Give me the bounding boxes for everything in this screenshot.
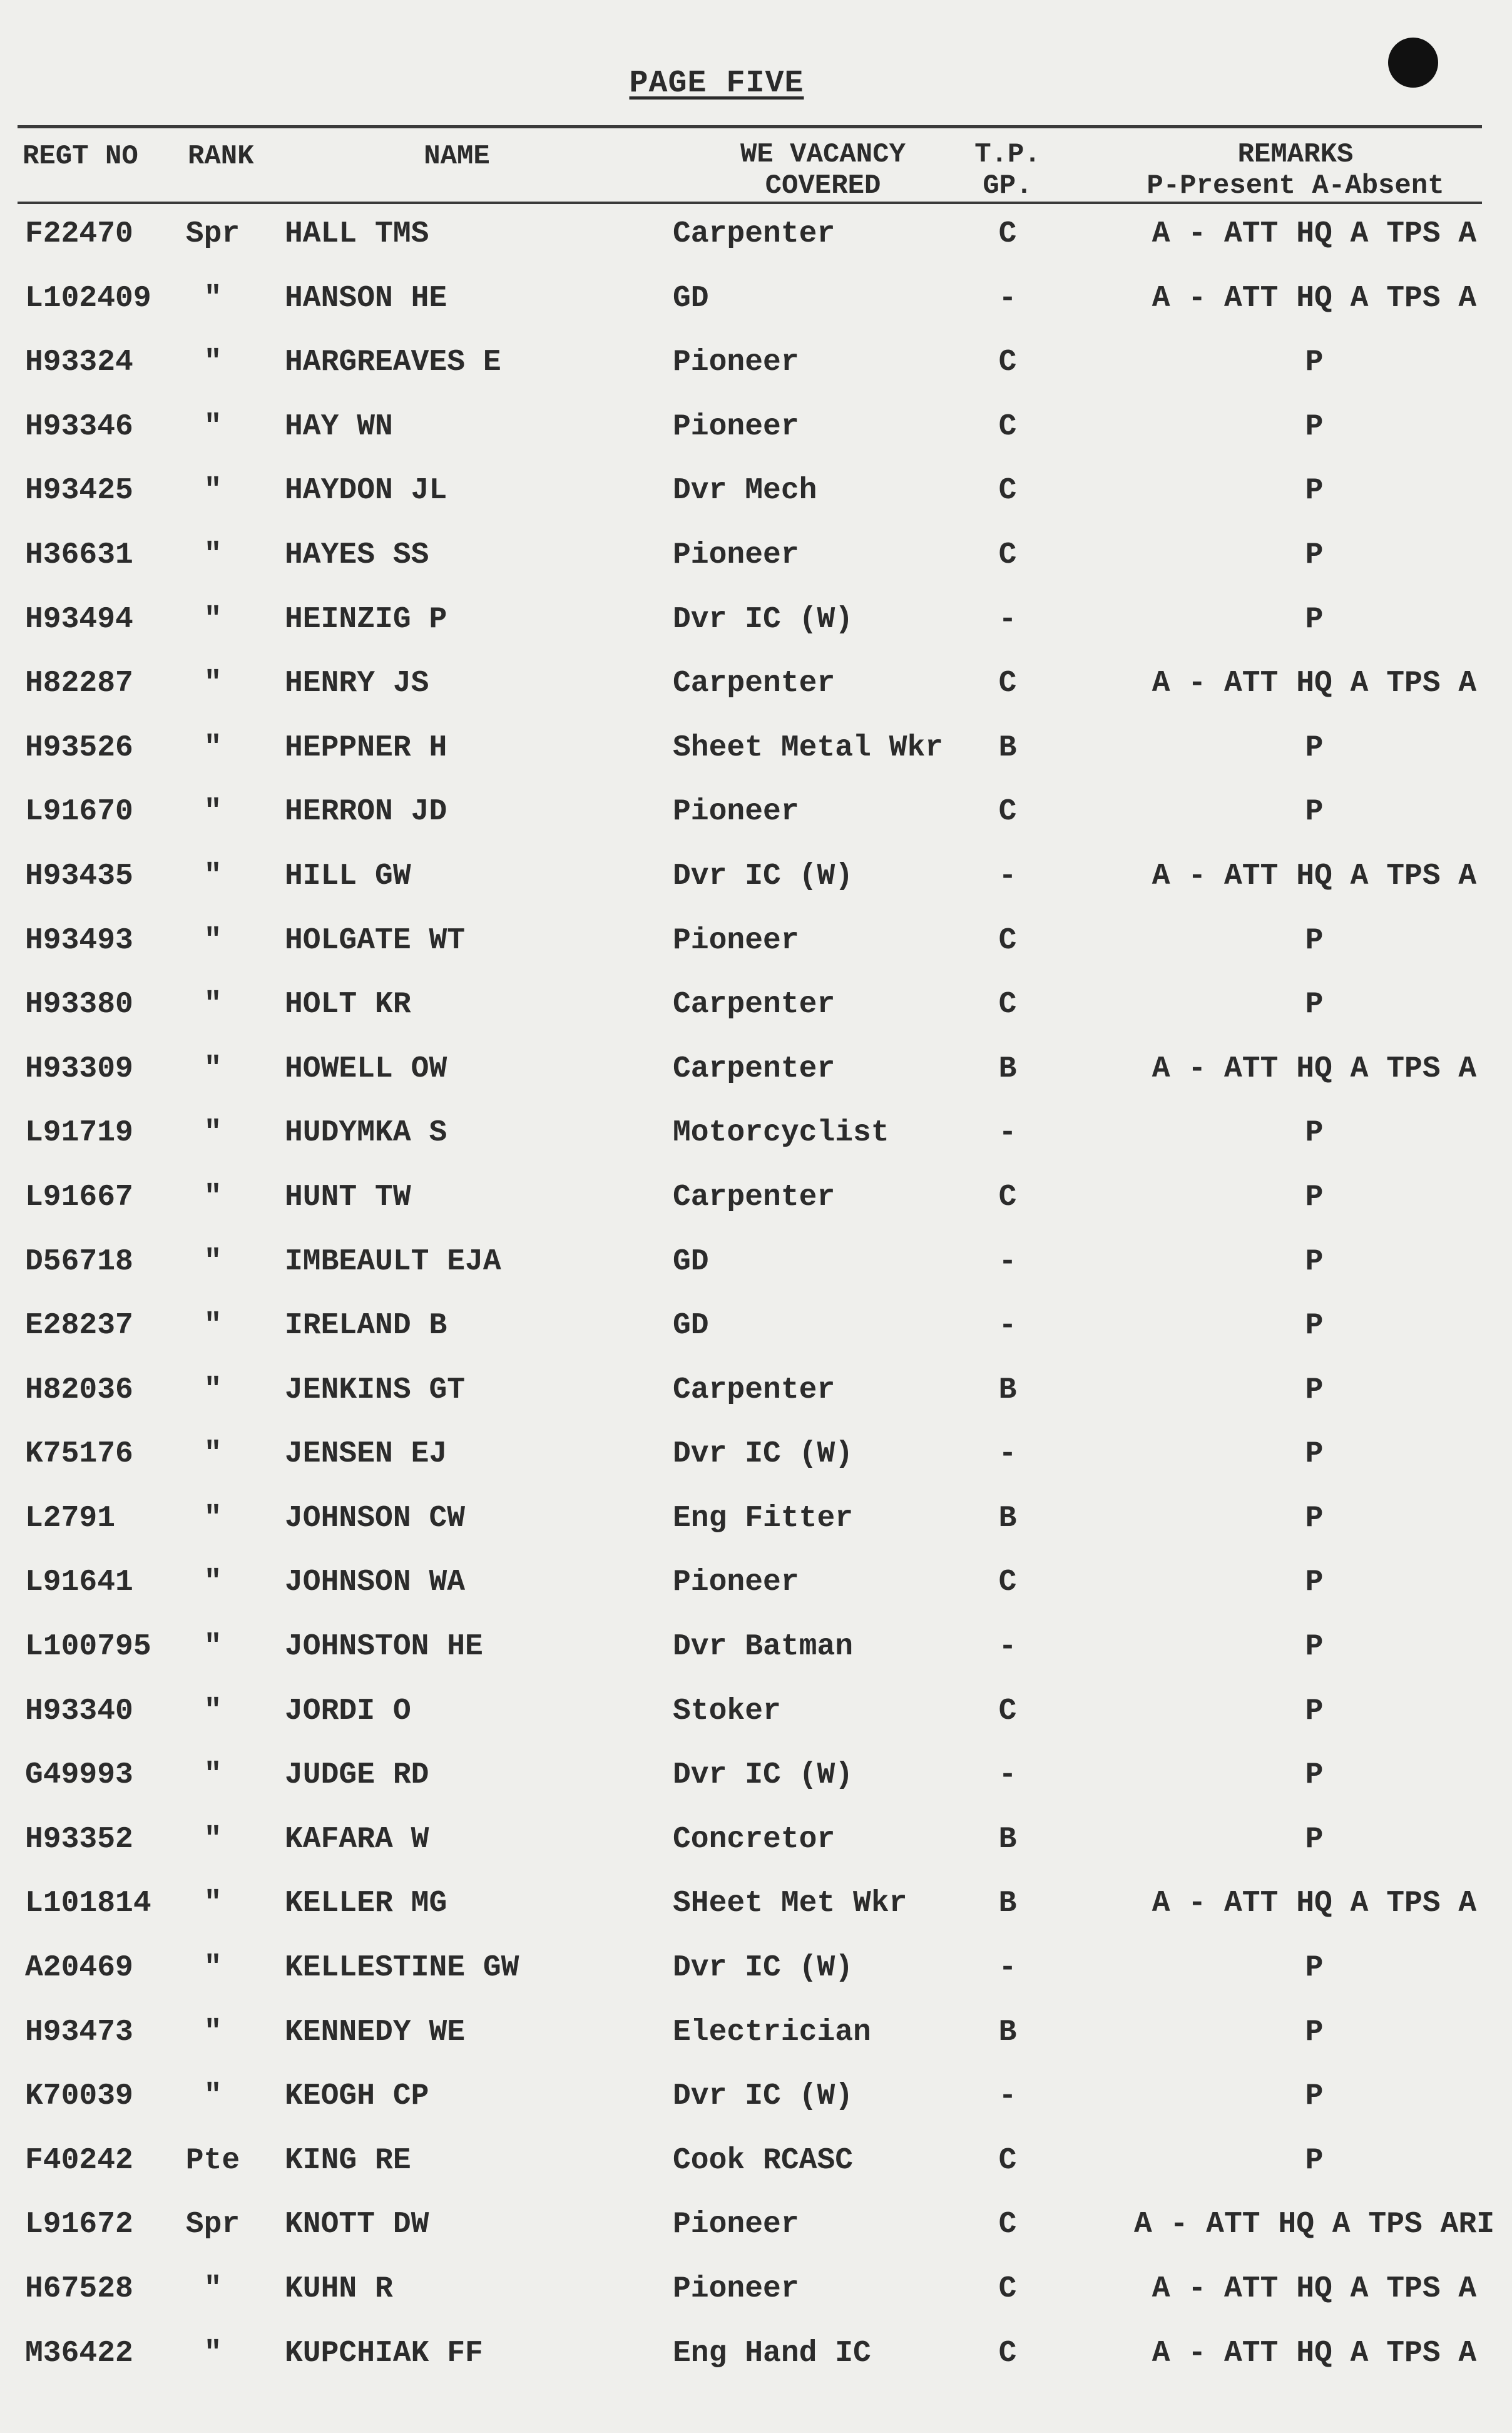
- cell-tp-group: C: [998, 474, 1017, 508]
- cell-remarks: A - ATT HQ A TPS ARI: [1133, 2208, 1495, 2242]
- cell-remarks: A - ATT HQ A TPS A: [1152, 281, 1477, 315]
- cell-remarks: A - ATT HQ A TPS A: [1152, 217, 1477, 251]
- cell-regt-no: L101814: [25, 1887, 151, 1921]
- cell-vacancy: Carpenter: [673, 1052, 835, 1086]
- cell-tp-group: -: [998, 281, 1017, 315]
- header-remarks-line2: P-Present A-Absent: [1147, 170, 1444, 202]
- cell-rank: ": [203, 2272, 222, 2306]
- cell-remarks: P: [1305, 988, 1324, 1022]
- cell-tp-group: C: [998, 409, 1017, 444]
- cell-tp-group: B: [998, 1887, 1017, 1921]
- cell-name: KUHN R: [285, 2272, 393, 2306]
- table-row: [0, 656, 1512, 720]
- table-row: [0, 2069, 1512, 2133]
- cell-rank: ": [203, 2336, 222, 2370]
- cell-remarks: P: [1305, 923, 1324, 958]
- table-row: [0, 784, 1512, 849]
- cell-name: JOHNSTON HE: [285, 1630, 483, 1664]
- cell-vacancy: Pioneer: [673, 538, 799, 572]
- cell-vacancy: Stoker: [673, 1694, 781, 1728]
- cell-rank: ": [203, 923, 222, 958]
- cell-name: KELLER MG: [285, 1887, 447, 1921]
- cell-rank: ": [203, 281, 222, 315]
- cell-vacancy: Pioneer: [673, 2208, 799, 2242]
- cell-rank: ": [203, 346, 222, 380]
- cell-tp-group: C: [998, 2336, 1017, 2370]
- cell-name: HENRY JS: [285, 667, 429, 701]
- table-row: [0, 592, 1512, 657]
- cell-name: HOLT KR: [285, 988, 411, 1022]
- cell-regt-no: G49993: [25, 1758, 133, 1793]
- cell-tp-group: C: [998, 217, 1017, 251]
- cell-tp-group: -: [998, 1758, 1017, 1793]
- cell-regt-no: H93473: [25, 2015, 133, 2049]
- cell-name: KING RE: [285, 2143, 411, 2178]
- table-row: [0, 2326, 1512, 2390]
- cell-regt-no: H93324: [25, 346, 133, 380]
- header-vacancy: [720, 139, 926, 202]
- cell-vacancy: GD: [673, 1309, 709, 1343]
- cell-name: HOLGATE WT: [285, 923, 466, 958]
- cell-tp-group: B: [998, 1052, 1017, 1086]
- cell-rank: Spr: [185, 217, 240, 251]
- cell-vacancy: Dvr IC (W): [673, 1437, 854, 1472]
- cell-regt-no: H93309: [25, 1052, 133, 1086]
- cell-remarks: P: [1305, 1951, 1324, 1985]
- cell-regt-no: H82287: [25, 667, 133, 701]
- cell-regt-no: H93425: [25, 474, 133, 508]
- cell-tp-group: -: [998, 2079, 1017, 2114]
- cell-vacancy: Dvr IC (W): [673, 1758, 854, 1793]
- header-top-rule: [18, 125, 1482, 128]
- cell-vacancy: Carpenter: [673, 667, 835, 701]
- cell-regt-no: H93493: [25, 923, 133, 958]
- cell-vacancy: Dvr IC (W): [673, 859, 854, 893]
- cell-remarks: A - ATT HQ A TPS A: [1152, 1052, 1477, 1086]
- cell-regt-no: L91672: [25, 2208, 133, 2242]
- header-bottom-rule: [18, 202, 1482, 204]
- cell-regt-no: H93340: [25, 1694, 133, 1728]
- table-row: [0, 528, 1512, 592]
- cell-tp-group: C: [998, 667, 1017, 701]
- cell-vacancy: Pioneer: [673, 795, 799, 829]
- cell-name: HEINZIG P: [285, 602, 447, 637]
- cell-tp-group: B: [998, 2015, 1017, 2049]
- cell-vacancy: Pioneer: [673, 409, 799, 444]
- cell-rank: ": [203, 988, 222, 1022]
- cell-vacancy: Pioneer: [673, 346, 799, 380]
- table-row: [0, 1876, 1512, 1940]
- cell-remarks: A - ATT HQ A TPS A: [1152, 2272, 1477, 2306]
- cell-remarks: A - ATT HQ A TPS A: [1152, 667, 1477, 701]
- table-row: [0, 1363, 1512, 1427]
- cell-regt-no: L102409: [25, 281, 151, 315]
- cell-rank: ": [203, 1630, 222, 1664]
- table-row: [0, 1234, 1512, 1299]
- cell-regt-no: L91719: [25, 1116, 133, 1150]
- cell-name: KELLESTINE GW: [285, 1951, 519, 1985]
- cell-regt-no: K70039: [25, 2079, 133, 2114]
- header-tp-group: [964, 139, 1051, 202]
- header-vacancy-line1: WE VACANCY: [740, 139, 906, 170]
- cell-tp-group: C: [998, 795, 1017, 829]
- cell-remarks: P: [1305, 346, 1324, 380]
- cell-rank: ": [203, 2015, 222, 2049]
- cell-name: HILL GW: [285, 859, 411, 893]
- cell-vacancy: Dvr Mech: [673, 474, 817, 508]
- cell-tp-group: -: [998, 1244, 1017, 1279]
- cell-rank: ": [203, 409, 222, 444]
- cell-rank: ": [203, 2079, 222, 2114]
- cell-rank: Pte: [185, 2143, 240, 2178]
- header-remarks: [1114, 139, 1477, 202]
- cell-regt-no: H93435: [25, 859, 133, 893]
- cell-vacancy: Carpenter: [673, 1180, 835, 1214]
- cell-tp-group: -: [998, 1630, 1017, 1664]
- page-title: PAGE FIVE: [629, 66, 804, 101]
- cell-rank: ": [203, 1437, 222, 1472]
- cell-vacancy: Carpenter: [673, 988, 835, 1022]
- cell-regt-no: K75176: [25, 1437, 133, 1472]
- cell-regt-no: H67528: [25, 2272, 133, 2306]
- cell-tp-group: C: [998, 1180, 1017, 1214]
- cell-regt-no: L91641: [25, 1565, 133, 1600]
- cell-remarks: P: [1305, 1373, 1324, 1407]
- cell-regt-no: H93494: [25, 602, 133, 637]
- cell-rank: ": [203, 1373, 222, 1407]
- cell-remarks: P: [1305, 2079, 1324, 2114]
- header-remarks-line1: REMARKS: [1237, 139, 1354, 170]
- cell-vacancy: Cook RCASC: [673, 2143, 854, 2178]
- cell-rank: ": [203, 1116, 222, 1150]
- cell-name: JENSEN EJ: [285, 1437, 447, 1472]
- cell-rank: ": [203, 1565, 222, 1600]
- cell-vacancy: Dvr IC (W): [673, 2079, 854, 2114]
- cell-remarks: P: [1305, 1309, 1324, 1343]
- cell-vacancy: Pioneer: [673, 923, 799, 958]
- cell-vacancy: Eng Fitter: [673, 1501, 854, 1535]
- cell-vacancy: SHeet Met Wkr: [673, 1887, 907, 1921]
- cell-name: HUNT TW: [285, 1180, 411, 1214]
- cell-name: KUPCHIAK FF: [285, 2336, 483, 2370]
- cell-remarks: P: [1305, 409, 1324, 444]
- header-regt-no: REGT NO: [23, 141, 138, 172]
- cell-remarks: P: [1305, 1822, 1324, 1857]
- table-row: [0, 913, 1512, 978]
- header-rank: RANK: [188, 141, 254, 172]
- cell-remarks: A - ATT HQ A TPS A: [1152, 1887, 1477, 1921]
- cell-tp-group: C: [998, 1694, 1017, 1728]
- table-row: [0, 1491, 1512, 1555]
- cell-rank: ": [203, 1052, 222, 1086]
- cell-name: HOWELL OW: [285, 1052, 447, 1086]
- cell-name: HUDYMKA S: [285, 1116, 447, 1150]
- cell-regt-no: D56718: [25, 1244, 133, 1279]
- table-row: [0, 1940, 1512, 2005]
- cell-regt-no: H93346: [25, 409, 133, 444]
- table-row: [0, 1812, 1512, 1877]
- cell-remarks: A - ATT HQ A TPS A: [1152, 859, 1477, 893]
- cell-vacancy: Dvr Batman: [673, 1630, 854, 1664]
- cell-name: HALL TMS: [285, 217, 429, 251]
- cell-rank: ": [203, 1180, 222, 1214]
- cell-rank: ": [203, 602, 222, 637]
- cell-tp-group: -: [998, 1309, 1017, 1343]
- cell-name: HERRON JD: [285, 795, 447, 829]
- cell-vacancy: Carpenter: [673, 217, 835, 251]
- cell-tp-group: -: [998, 602, 1017, 637]
- table-row: [0, 1748, 1512, 1812]
- cell-remarks: P: [1305, 1630, 1324, 1664]
- cell-vacancy: Dvr IC (W): [673, 1951, 854, 1985]
- cell-tp-group: B: [998, 1501, 1017, 1535]
- cell-vacancy: Dvr IC (W): [673, 602, 854, 637]
- table-row: [0, 720, 1512, 785]
- table-row: [0, 2005, 1512, 2069]
- table-row: [0, 2133, 1512, 2198]
- table-row: [0, 849, 1512, 913]
- cell-rank: ": [203, 1822, 222, 1857]
- cell-tp-group: -: [998, 1437, 1017, 1472]
- cell-vacancy: GD: [673, 1244, 709, 1279]
- cell-name: HAYES SS: [285, 538, 429, 572]
- cell-regt-no: E28237: [25, 1309, 133, 1343]
- cell-name: HANSON HE: [285, 281, 447, 315]
- cell-vacancy: Eng Hand IC: [673, 2336, 871, 2370]
- cell-rank: ": [203, 474, 222, 508]
- cell-tp-group: C: [998, 2208, 1017, 2242]
- cell-regt-no: F22470: [25, 217, 133, 251]
- cell-name: IMBEAULT EJA: [285, 1244, 501, 1279]
- cell-tp-group: B: [998, 1373, 1017, 1407]
- cell-regt-no: H93526: [25, 730, 133, 765]
- cell-regt-no: M36422: [25, 2336, 133, 2370]
- cell-tp-group: C: [998, 923, 1017, 958]
- cell-regt-no: H36631: [25, 538, 133, 572]
- table-row: [0, 335, 1512, 399]
- cell-remarks: P: [1305, 2143, 1324, 2178]
- cell-rank: ": [203, 730, 222, 765]
- cell-vacancy: Sheet Metal Wkr: [673, 730, 944, 765]
- cell-remarks: P: [1305, 730, 1324, 765]
- cell-vacancy: Pioneer: [673, 2272, 799, 2306]
- cell-rank: Spr: [185, 2208, 240, 2242]
- cell-rank: ": [203, 859, 222, 893]
- cell-tp-group: C: [998, 1565, 1017, 1600]
- cell-name: JOHNSON WA: [285, 1565, 466, 1600]
- cell-tp-group: C: [998, 988, 1017, 1022]
- cell-rank: ": [203, 1244, 222, 1279]
- cell-name: HEPPNER H: [285, 730, 447, 765]
- table-row: [0, 1427, 1512, 1491]
- cell-name: HAYDON JL: [285, 474, 447, 508]
- cell-regt-no: L2791: [25, 1501, 116, 1535]
- table-row: [0, 1170, 1512, 1234]
- cell-remarks: P: [1305, 1565, 1324, 1600]
- cell-rank: ": [203, 1694, 222, 1728]
- cell-regt-no: H82036: [25, 1373, 133, 1407]
- table-row: [0, 1298, 1512, 1363]
- table-row: [0, 1555, 1512, 1619]
- cell-name: KNOTT DW: [285, 2208, 429, 2242]
- table-row: [0, 399, 1512, 464]
- cell-rank: ": [203, 1887, 222, 1921]
- cell-name: KEOGH CP: [285, 2079, 429, 2114]
- cell-tp-group: -: [998, 859, 1017, 893]
- cell-rank: ": [203, 1309, 222, 1343]
- cell-remarks: P: [1305, 1694, 1324, 1728]
- cell-rank: ": [203, 1758, 222, 1793]
- cell-rank: ": [203, 667, 222, 701]
- cell-name: KENNEDY WE: [285, 2015, 466, 2049]
- cell-vacancy: Carpenter: [673, 1373, 835, 1407]
- cell-regt-no: H93380: [25, 988, 133, 1022]
- header-vacancy-line2: COVERED: [765, 170, 881, 202]
- cell-vacancy: Pioneer: [673, 1565, 799, 1600]
- cell-rank: ": [203, 538, 222, 572]
- cell-remarks: P: [1305, 795, 1324, 829]
- cell-remarks: P: [1305, 1501, 1324, 1535]
- cell-vacancy: Motorcyclist: [673, 1116, 889, 1150]
- cell-tp-group: C: [998, 538, 1017, 572]
- cell-remarks: P: [1305, 1758, 1324, 1793]
- cell-tp-group: C: [998, 346, 1017, 380]
- cell-remarks: P: [1305, 538, 1324, 572]
- cell-regt-no: L91667: [25, 1180, 133, 1214]
- cell-remarks: P: [1305, 602, 1324, 637]
- cell-rank: ": [203, 1951, 222, 1985]
- cell-vacancy: GD: [673, 281, 709, 315]
- cell-regt-no: L91670: [25, 795, 133, 829]
- cell-remarks: P: [1305, 1180, 1324, 1214]
- cell-tp-group: B: [998, 1822, 1017, 1857]
- header-name: NAME: [424, 141, 490, 172]
- cell-name: HARGREAVES E: [285, 346, 501, 380]
- table-row: [0, 1105, 1512, 1170]
- cell-name: IRELAND B: [285, 1309, 447, 1343]
- table-row: [0, 977, 1512, 1042]
- cell-tp-group: C: [998, 2272, 1017, 2306]
- cell-name: JUDGE RD: [285, 1758, 429, 1793]
- table-row: [0, 463, 1512, 528]
- table-row: [0, 207, 1512, 271]
- cell-tp-group: -: [998, 1116, 1017, 1150]
- cell-remarks: P: [1305, 2015, 1324, 2049]
- table-row: [0, 1042, 1512, 1106]
- header-tp-line1: T.P.: [974, 139, 1041, 170]
- cell-tp-group: C: [998, 2143, 1017, 2178]
- table-row: [0, 1619, 1512, 1684]
- cell-name: KAFARA W: [285, 1822, 429, 1857]
- cell-regt-no: F40242: [25, 2143, 133, 2178]
- table-row: [0, 2197, 1512, 2261]
- cell-name: HAY WN: [285, 409, 393, 444]
- cell-name: JENKINS GT: [285, 1373, 466, 1407]
- cell-name: JOHNSON CW: [285, 1501, 466, 1535]
- cell-remarks: P: [1305, 1116, 1324, 1150]
- cell-remarks: P: [1305, 1244, 1324, 1279]
- cell-tp-group: B: [998, 730, 1017, 765]
- cell-regt-no: H93352: [25, 1822, 133, 1857]
- table-row: [0, 271, 1512, 335]
- cell-name: JORDI O: [285, 1694, 411, 1728]
- cell-remarks: P: [1305, 1437, 1324, 1472]
- cell-tp-group: -: [998, 1951, 1017, 1985]
- personnel-list: [0, 207, 1512, 2390]
- cell-regt-no: A20469: [25, 1951, 133, 1985]
- table-row: [0, 2261, 1512, 2326]
- cell-vacancy: Electrician: [673, 2015, 871, 2049]
- cell-regt-no: L100795: [25, 1630, 151, 1664]
- cell-remarks: P: [1305, 474, 1324, 508]
- table-row: [0, 1684, 1512, 1748]
- cell-remarks: A - ATT HQ A TPS A: [1152, 2336, 1477, 2370]
- header-tp-line2: GP.: [983, 170, 1033, 202]
- cell-rank: ": [203, 795, 222, 829]
- cell-rank: ": [203, 1501, 222, 1535]
- cell-vacancy: Concretor: [673, 1822, 835, 1857]
